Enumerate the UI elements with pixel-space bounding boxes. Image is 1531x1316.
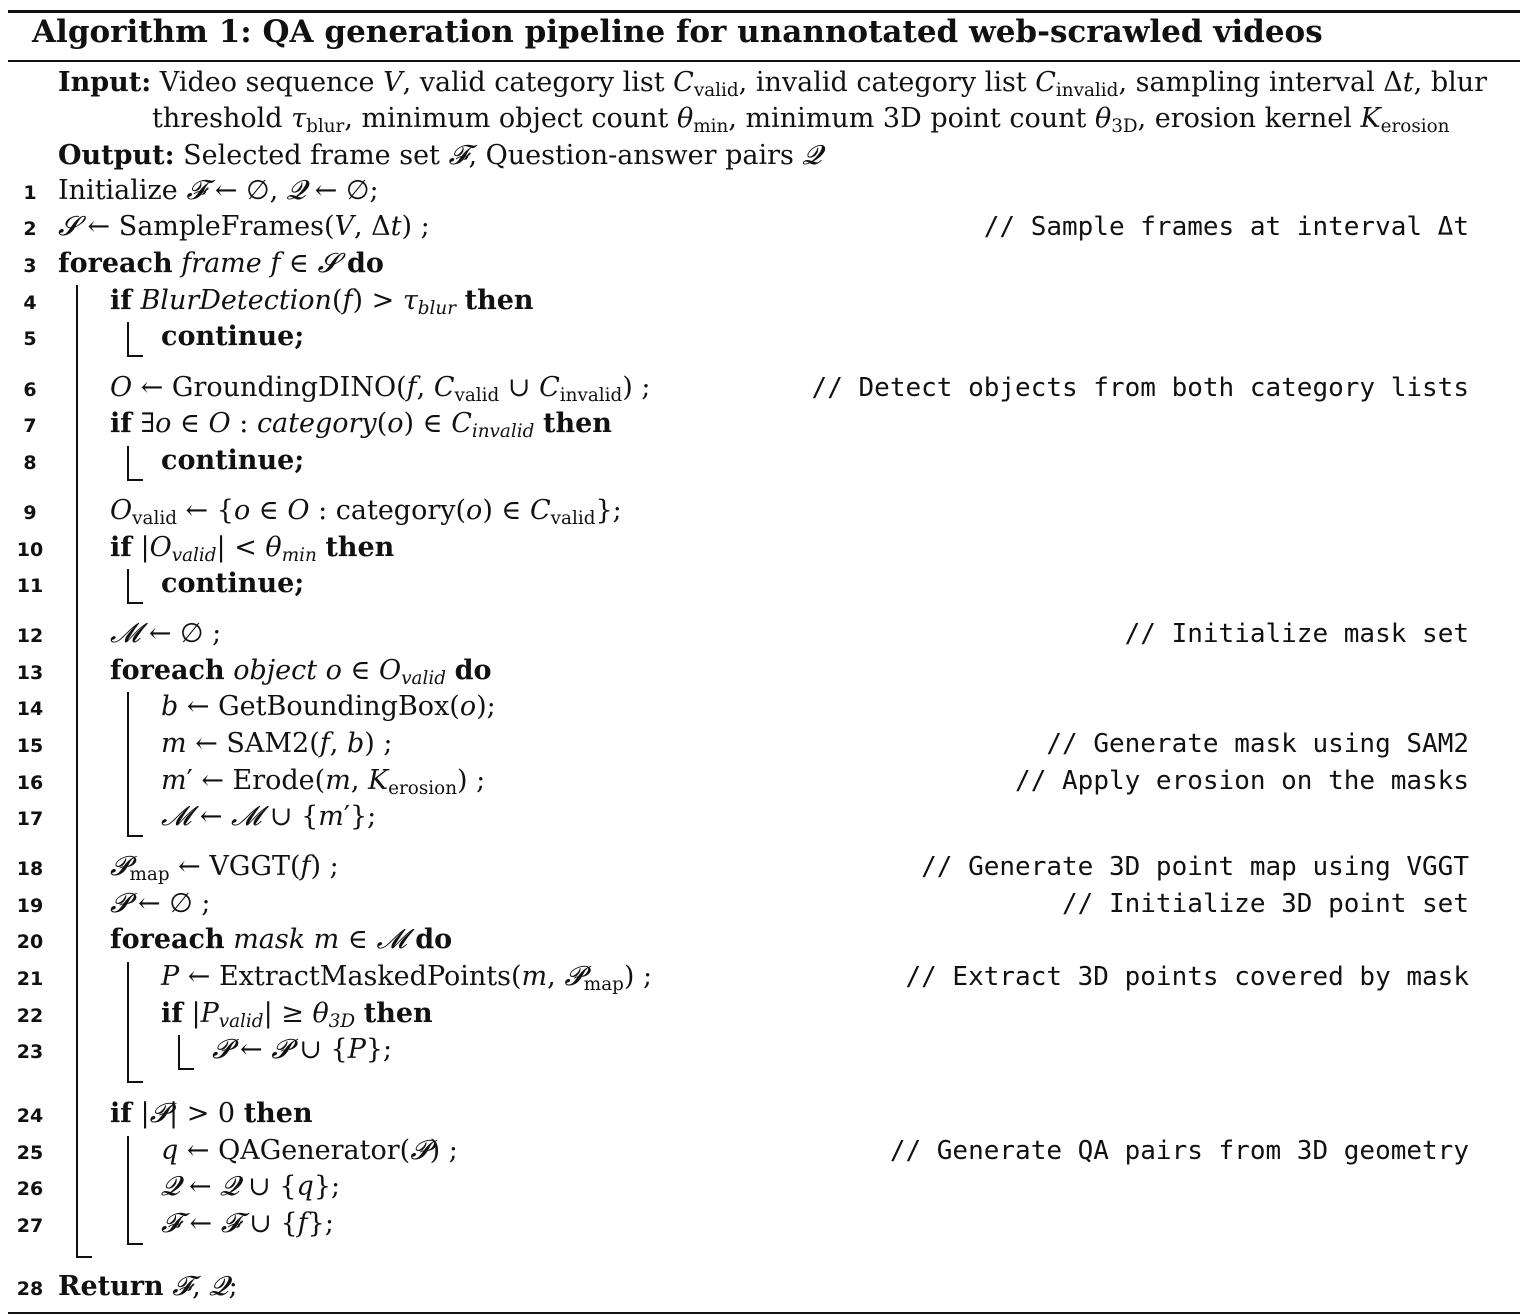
line-number: 17	[16, 808, 44, 830]
comment-line-25: // Generate QA pairs from 3D geometry	[889, 1136, 1469, 1166]
comment-line-16: // Apply erosion on the masks	[1015, 766, 1469, 796]
block-bar-if-blur	[127, 322, 129, 357]
code-line-22: if $|P_{valid}| \ge \theta_{3D}$ then	[161, 998, 433, 1033]
line-number: 5	[23, 328, 37, 350]
input-line-1: Input: Video sequence V, valid category list $C_{valid}$, invalid category list $C_{invalid}$, sampling interval Δt, blur	[58, 67, 1488, 102]
code-line-26: 𝓠 ← 𝓠 ∪ {q};	[161, 1171, 341, 1202]
block-bar-if-invalid	[127, 446, 129, 481]
comment-line-19: // Initialize 3D point set	[1062, 889, 1469, 919]
line-number: 12	[16, 625, 44, 647]
code-line-12: 𝓜 ← ∅ ;	[110, 618, 222, 649]
code-line-3: foreach frame f ∈ 𝓢 do	[58, 248, 384, 279]
line-number: 9	[23, 502, 37, 524]
code-line-1: Initialize 𝓕 ← ∅, 𝓠 ← ∅;	[58, 175, 379, 206]
line-number: 15	[16, 735, 44, 757]
input-line-2: threshold $\tau_{blur}$, minimum object count $\theta_{min}$, minimum 3D point count $\theta_{3D}$, erosion kernel $K_{erosion}$	[152, 103, 1450, 138]
input-label: Input:	[58, 67, 152, 98]
comment-line-2: // Sample frames at interval Δt	[983, 212, 1469, 242]
block-end-if-invalid	[127, 479, 143, 481]
code-line-2: 𝓢 ← SampleFrames(V, Δt) ;	[58, 211, 430, 242]
code-line-19: 𝓟 ← ∅ ;	[110, 888, 211, 919]
code-line-25: q ← QAGenerator(𝓟) ;	[161, 1135, 458, 1166]
line-number: 19	[16, 895, 44, 917]
code-line-13: foreach object o ∈ $O_{valid}$ do	[110, 655, 492, 690]
code-line-10: if $|O_{valid}| < \theta_{min}$ then	[110, 532, 395, 567]
code-line-24: if |𝓟| > 0 then	[110, 1098, 313, 1129]
line-number: 20	[16, 931, 44, 953]
block-end-if-points	[178, 1068, 194, 1070]
block-end-if-blur	[127, 355, 143, 357]
line-number: 18	[16, 858, 44, 880]
line-number: 8	[23, 452, 37, 474]
title-rule	[8, 60, 1520, 62]
code-line-4: if BlurDetection(f) > $\tau_{blur}$ then	[110, 285, 534, 320]
comment-line-12: // Initialize mask set	[1124, 619, 1469, 649]
line-number: 21	[16, 968, 44, 990]
line-number: 22	[16, 1005, 44, 1027]
output-label: Output:	[58, 140, 175, 171]
line-number: 23	[16, 1041, 44, 1063]
block-end-foreach-mask	[127, 1081, 143, 1083]
block-end-if-nonempty	[127, 1243, 143, 1245]
line-number: 26	[16, 1178, 44, 1200]
line-number: 16	[16, 772, 44, 794]
block-end-foreach-frame	[76, 1256, 92, 1258]
code-line-8: continue;	[161, 445, 305, 476]
line-number: 27	[16, 1215, 44, 1237]
output-line: Output: Selected frame set 𝓕, Question-answer pairs 𝓠	[58, 140, 822, 171]
line-number: 14	[16, 698, 44, 720]
line-number: 3	[23, 255, 37, 277]
code-line-21: P ← ExtractMaskedPoints(m, 𝓟$_{map}$) ;	[161, 961, 653, 996]
code-line-28: Return 𝓕, 𝓠;	[58, 1271, 238, 1302]
code-line-14: b ← GetBoundingBox(o);	[161, 691, 496, 722]
code-line-16: m′ ← Erode(m, $K_{erosion}$) ;	[161, 765, 486, 800]
code-line-9: $O_{valid}$ ← {o ∈ O : category(o) ∈ $C_{valid}$};	[110, 495, 622, 530]
code-line-17: 𝓜 ← 𝓜 ∪ {m′};	[161, 801, 377, 832]
block-bar-if-points	[178, 1035, 180, 1070]
code-line-11: continue;	[161, 568, 305, 599]
block-end-foreach-object	[127, 835, 143, 837]
block-bar-foreach-frame	[76, 285, 78, 1258]
code-line-18: 𝓟$_{map}$ ← VGGT(f) ;	[110, 851, 339, 886]
line-number: 10	[16, 539, 44, 561]
block-end-if-count	[127, 602, 143, 604]
line-number: 6	[23, 379, 37, 401]
code-line-6: O ← GroundingDINO(f, $C_{valid}$ ∪ $C_{invalid}$) ;	[110, 372, 651, 407]
block-bar-if-count	[127, 569, 129, 604]
code-line-5: continue;	[161, 321, 305, 352]
algorithm-title: Algorithm 1: QA generation pipeline for unannotated web-scrawled videos	[32, 14, 1323, 50]
line-number: 13	[16, 662, 44, 684]
comment-line-6: // Detect objects from both category lists	[811, 373, 1469, 403]
block-bar-foreach-object	[127, 692, 129, 837]
line-number: 4	[23, 292, 37, 314]
line-number: 11	[16, 575, 44, 597]
block-bar-if-nonempty	[127, 1136, 129, 1245]
code-line-23: 𝓟 ← 𝓟 ∪ {P};	[212, 1034, 393, 1065]
comment-line-18: // Generate 3D point map using VGGT	[921, 852, 1469, 882]
code-line-15: m ← SAM2(f, b) ;	[161, 728, 393, 759]
line-number: 24	[16, 1105, 44, 1127]
code-line-27: 𝓕 ← 𝓕 ∪ {f};	[161, 1208, 334, 1239]
line-number: 2	[23, 218, 37, 240]
code-line-7: if ∃o ∈ O : category(o) ∈ $C_{invalid}$ then	[110, 408, 612, 443]
comment-line-21: // Extract 3D points covered by mask	[905, 962, 1469, 992]
top-rule	[8, 10, 1520, 13]
line-number: 28	[16, 1278, 44, 1300]
block-bar-foreach-mask	[127, 962, 129, 1083]
line-number: 1	[23, 182, 37, 204]
comment-line-15: // Generate mask using SAM2	[1046, 729, 1469, 759]
bottom-rule	[8, 1312, 1520, 1314]
line-number: 25	[16, 1142, 44, 1164]
line-number: 7	[23, 415, 37, 437]
code-line-20: foreach mask m ∈ 𝓜 do	[110, 924, 453, 955]
